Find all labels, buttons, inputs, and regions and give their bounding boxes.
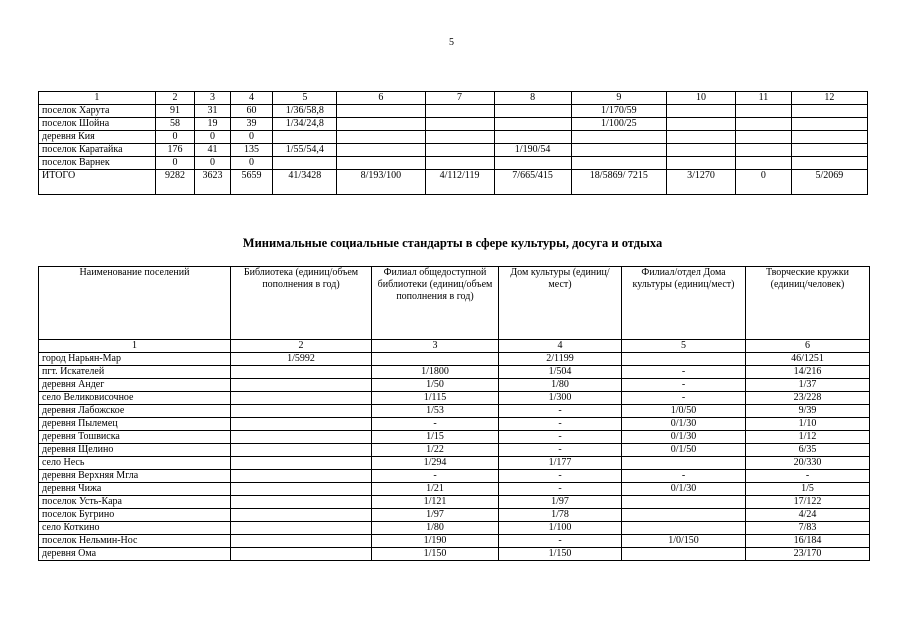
table-cell [231,457,372,470]
table-cell [337,105,425,118]
column-header: Наименование поселений [39,267,231,340]
table-cell: 46/1251 [746,353,870,366]
table-cell: 1/50 [372,379,499,392]
table-cell [425,144,494,157]
table-row [39,392,870,405]
table-row [39,496,870,509]
continuation-table [38,91,868,195]
settlement-name: деревня Кия [39,131,156,144]
table-row [39,157,868,170]
table-cell [337,131,425,144]
column-number: 4 [230,92,273,105]
table-cell: 41 [195,144,231,157]
table-cell: 1/10 [746,418,870,431]
table-row [39,522,870,535]
table-cell: 9282 [155,170,195,195]
table-row [39,470,870,483]
table-cell [622,496,746,509]
table-row [39,170,868,195]
settlement-name: поселок Бугрино [39,509,231,522]
table-row [39,457,870,470]
table-cell [667,157,736,170]
settlement-name: село Великовисочное [39,392,231,405]
table-cell: 1/294 [372,457,499,470]
table-cell: 1/115 [372,392,499,405]
table-cell [231,366,372,379]
column-number: 9 [571,92,666,105]
column-number: 7 [425,92,494,105]
table-cell: - [622,379,746,392]
table-cell [425,131,494,144]
table-cell: 0 [230,157,273,170]
table-cell: 0 [195,157,231,170]
settlement-name: пгт. Искателей [39,366,231,379]
table-row [39,353,870,366]
table-cell [667,118,736,131]
table-row [39,444,870,457]
table-cell: 0/1/30 [622,431,746,444]
table-cell: 1/100/25 [571,118,666,131]
table-cell [736,157,792,170]
table-cell [571,157,666,170]
table-cell: 1/5 [746,483,870,496]
table-cell: 1/121 [372,496,499,509]
table-cell: 176 [155,144,195,157]
table-cell: 1/1800 [372,366,499,379]
column-number: 11 [736,92,792,105]
settlement-name: село Коткино [39,522,231,535]
table-cell: 8/193/100 [337,170,425,195]
table-cell: - [499,483,622,496]
column-number: 2 [155,92,195,105]
table-cell: - [499,405,622,418]
column-number-row [39,340,870,353]
column-number: 10 [667,92,736,105]
table-cell: 1/80 [372,522,499,535]
section-heading: Минимальные социальные стандарты в сфере культуры, досуга и отдыха [242,236,663,250]
table-cell: 1/300 [499,392,622,405]
table-cell [231,392,372,405]
table-cell: 1/170/59 [571,105,666,118]
table-row [39,535,870,548]
column-header: Дом культуры (единиц/мест) [499,267,622,340]
table-cell: 4/112/119 [425,170,494,195]
table-cell: 18/5869/ 7215 [571,170,666,195]
table-cell [425,105,494,118]
table-cell: - [622,392,746,405]
table-cell: 91 [155,105,195,118]
table-row [39,131,868,144]
table-row [39,405,870,418]
table-row [39,509,870,522]
settlement-name: село Несь [39,457,231,470]
settlement-name: поселок Усть-Кара [39,496,231,509]
column-number: 12 [791,92,867,105]
culture-standards-table [38,266,870,561]
table-cell: 0 [736,170,792,195]
column-number: 6 [337,92,425,105]
table-row [39,144,868,157]
table-cell [667,144,736,157]
table-cell: 5/2069 [791,170,867,195]
table-cell: 1/97 [372,509,499,522]
table-cell: 14/216 [746,366,870,379]
table-cell: 4/24 [746,509,870,522]
table-cell: 1/34/24,8 [273,118,337,131]
table-cell: 1/15 [372,431,499,444]
table-cell: 1/190/54 [494,144,571,157]
table-row [39,366,870,379]
table-cell: 17/122 [746,496,870,509]
settlement-name: поселок Каратайка [39,144,156,157]
table-cell: 1/78 [499,509,622,522]
table-cell: - [499,431,622,444]
table-cell [337,144,425,157]
table-cell: 0 [155,131,195,144]
settlement-name: деревня Андег [39,379,231,392]
column-number: 2 [231,340,372,353]
table-cell: 23/170 [746,548,870,561]
table-cell: 1/190 [372,535,499,548]
table-row [39,105,868,118]
table-cell: 7/665/415 [494,170,571,195]
table-cell [571,131,666,144]
table-cell: 1/0/50 [622,405,746,418]
table-cell: 2/1199 [499,353,622,366]
table-cell [622,509,746,522]
page-number: 5 [449,37,454,48]
table-cell [791,105,867,118]
table-cell [571,144,666,157]
table-cell: 31 [195,105,231,118]
column-number: 8 [494,92,571,105]
table-cell [231,418,372,431]
settlement-name: поселок Варнек [39,157,156,170]
table-cell [231,522,372,535]
table-cell: 60 [230,105,273,118]
table-cell: 0/1/30 [622,483,746,496]
column-number: 1 [39,92,156,105]
table-cell: 1/36/58,8 [273,105,337,118]
table-cell: 0/1/30 [622,418,746,431]
settlement-name: деревня Тошвиска [39,431,231,444]
table-cell: 1/12 [746,431,870,444]
table-row [39,483,870,496]
table-cell [736,105,792,118]
table-cell [425,118,494,131]
table-cell [231,496,372,509]
table-cell: - [372,418,499,431]
column-number-row [39,92,868,105]
table-cell [425,157,494,170]
table-cell [372,353,499,366]
table-cell: 1/21 [372,483,499,496]
table-row [39,418,870,431]
column-number: 1 [39,340,231,353]
table-cell [231,431,372,444]
table-cell [791,131,867,144]
table-cell: 19 [195,118,231,131]
table-cell: - [499,470,622,483]
table-cell: 135 [230,144,273,157]
table-cell [667,131,736,144]
settlement-name: ИТОГО [39,170,156,195]
column-number: 3 [372,340,499,353]
table-row [39,431,870,444]
column-number: 4 [499,340,622,353]
table-cell [494,131,571,144]
settlement-name: деревня Чижа [39,483,231,496]
table-cell [736,118,792,131]
settlement-name: поселок Шойна [39,118,156,131]
table-cell: 1/53 [372,405,499,418]
settlement-name: деревня Щелино [39,444,231,457]
table-cell: 1/5992 [231,353,372,366]
table-cell: 1/97 [499,496,622,509]
table-cell [736,144,792,157]
table-cell: - [622,470,746,483]
column-number: 3 [195,92,231,105]
table-row [39,118,868,131]
table-cell [622,457,746,470]
column-number: 5 [622,340,746,353]
table-cell [231,379,372,392]
table-cell [622,548,746,561]
column-number: 5 [273,92,337,105]
table-cell [337,157,425,170]
table-cell: - [746,470,870,483]
table-cell [667,105,736,118]
table-cell: - [499,444,622,457]
table-cell [622,353,746,366]
table-cell: 1/55/54,4 [273,144,337,157]
table-cell: 20/330 [746,457,870,470]
table-cell: - [372,470,499,483]
table-cell: - [622,366,746,379]
table-cell [494,105,571,118]
table-cell [791,144,867,157]
table-cell: 0 [155,157,195,170]
header-row [39,267,870,340]
settlement-name: деревня Верхняя Мгла [39,470,231,483]
table-cell [231,444,372,457]
table-cell: 23/228 [746,392,870,405]
settlement-name: деревня Ома [39,548,231,561]
table-cell: 1/0/150 [622,535,746,548]
table-cell [791,118,867,131]
table-cell: 0 [195,131,231,144]
settlement-name: поселок Харута [39,105,156,118]
table-cell [736,131,792,144]
table-cell: 7/83 [746,522,870,535]
table-row [39,548,870,561]
table-cell: 41/3428 [273,170,337,195]
table-cell [231,405,372,418]
table-cell [494,118,571,131]
table-cell [273,157,337,170]
table-cell: 0/1/50 [622,444,746,457]
column-number: 6 [746,340,870,353]
table-cell: - [499,535,622,548]
table-cell: 1/80 [499,379,622,392]
table-cell [622,522,746,535]
table-cell: 58 [155,118,195,131]
column-header: Филиал/отдел Дома культуры (единиц/мест) [622,267,746,340]
table-cell: 39 [230,118,273,131]
settlement-name: деревня Пылемец [39,418,231,431]
table-cell [231,535,372,548]
table-cell [231,470,372,483]
table-cell: 3/1270 [667,170,736,195]
table-cell: 6/35 [746,444,870,457]
table-cell: 1/22 [372,444,499,457]
table-cell: 1/150 [499,548,622,561]
table-cell: 5659 [230,170,273,195]
table-cell: 16/184 [746,535,870,548]
table-cell: 1/504 [499,366,622,379]
table-cell [273,131,337,144]
column-header: Творческие кружки (единиц/человек) [746,267,870,340]
column-header: Филиал общедоступной библиотеки (единиц/объем пополнения в год) [372,267,499,340]
table-cell: 1/150 [372,548,499,561]
table-cell: 9/39 [746,405,870,418]
settlement-name: деревня Лабожское [39,405,231,418]
table-cell [231,509,372,522]
settlement-name: город Нарьян-Мар [39,353,231,366]
settlement-name: поселок Нельмин-Нос [39,535,231,548]
table-cell [494,157,571,170]
table-row [39,379,870,392]
table-cell: 0 [230,131,273,144]
table-cell: 1/177 [499,457,622,470]
table-cell: 1/37 [746,379,870,392]
table-cell: - [499,418,622,431]
table-cell: 3623 [195,170,231,195]
table-cell: 1/100 [499,522,622,535]
table-cell [791,157,867,170]
table-cell [231,548,372,561]
table-cell [231,483,372,496]
table-cell [337,118,425,131]
column-header: Библиотека (единиц/объем пополнения в год) [231,267,372,340]
